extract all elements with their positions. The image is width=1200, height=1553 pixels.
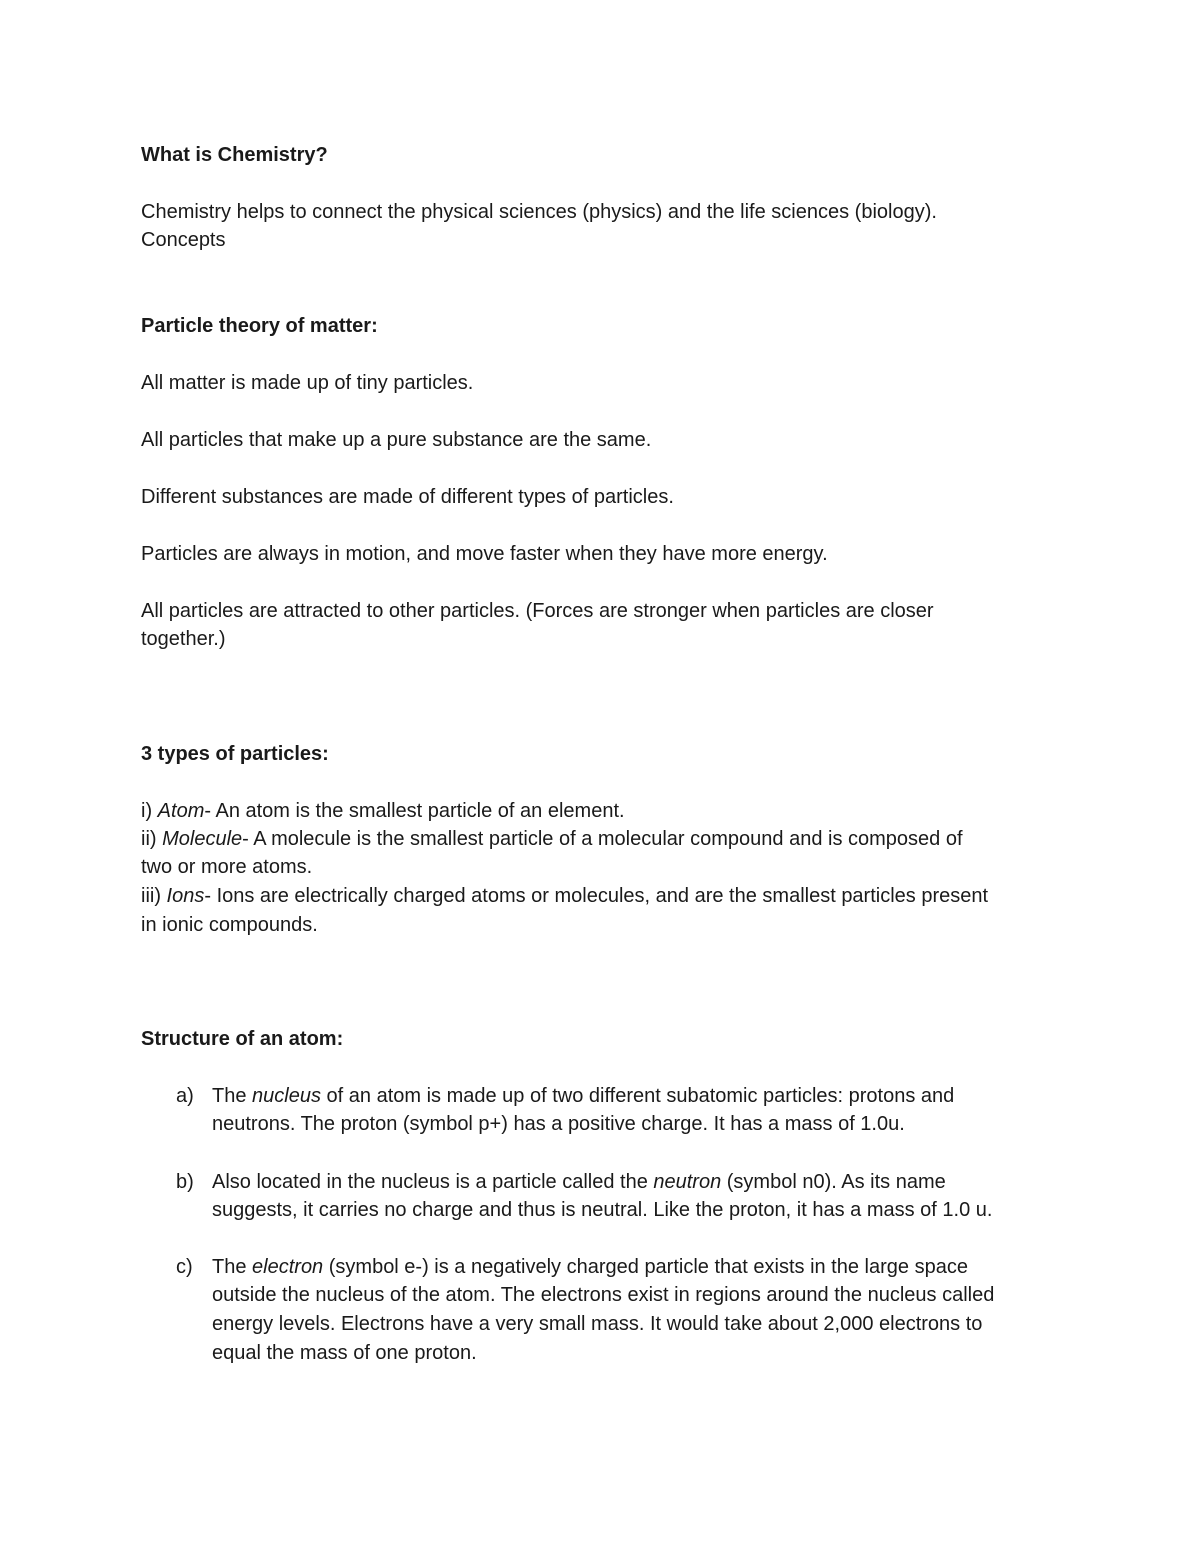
structure-item-a-line-2: neutrons. The proton (symbol p+) has a positive charge. It has a mass of 1.0u. [212, 1113, 905, 1135]
particle-theory-point-5-line-2: together.) [141, 628, 226, 650]
particle-type-atom-term: Atom [157, 800, 205, 822]
particle-type-molecule-line-2: two or more atoms. [141, 856, 313, 878]
particle-type-ions-prefix: iii) [141, 885, 167, 907]
particle-theory-point-3: Different substances are made of different types of particles. [141, 486, 674, 508]
particle-theory-point-1: All matter is made up of tiny particles. [141, 372, 474, 394]
structure-item-c-line-4: equal the mass of one proton. [212, 1342, 477, 1364]
doc-title: What is Chemistry? [141, 144, 328, 166]
intro-line-1: Chemistry helps to connect the physical sciences (physics) and the life sciences (biology). [141, 201, 937, 223]
particle-types-heading: 3 types of particles: [141, 743, 329, 765]
intro-line-2: Concepts [141, 229, 226, 251]
particle-theory-point-2: All particles that make up a pure substance are the same. [141, 429, 652, 451]
structure-item-a-term: nucleus [252, 1085, 321, 1107]
structure-item-b-post: (symbol n0). As its name [721, 1171, 946, 1193]
structure-item-b-label: b) [176, 1171, 194, 1193]
particle-type-ions-text: - Ions are electrically charged atoms or molecules, and are the smallest particles present [204, 885, 989, 907]
structure-item-b-term: neutron [653, 1171, 722, 1193]
particle-theory-heading: Particle theory of matter: [141, 315, 378, 337]
particle-type-molecule-text: - A molecule is the smallest particle of a molecular compound and is composed of [242, 828, 963, 850]
particle-type-molecule-prefix: ii) [141, 828, 163, 850]
structure-item-a-pre: The [212, 1085, 253, 1107]
structure-item-a [212, 1082, 954, 1110]
particle-type-molecule [141, 825, 963, 853]
structure-item-c-line-3: energy levels. Electrons have a very small mass. It would take about 2,000 electrons to [212, 1313, 983, 1335]
particle-type-atom-text: - An atom is the smallest particle of an element. [204, 800, 625, 822]
structure-item-c-term: electron [252, 1256, 324, 1278]
structure-item-c-line-2: outside the nucleus of the atom. The electrons exist in regions around the nucleus called [212, 1284, 995, 1306]
atom-structure-heading: Structure of an atom: [141, 1028, 344, 1050]
structure-item-b-pre: Also located in the nucleus is a particle called the [212, 1171, 654, 1193]
particle-type-ions-line-2: in ionic compounds. [141, 914, 318, 936]
particle-type-ions-term: Ions [166, 885, 205, 907]
particle-type-atom [141, 797, 625, 825]
structure-item-c-post: (symbol e-) is a negatively charged particle that exists in the large space [323, 1256, 968, 1278]
structure-item-c-label: c) [176, 1256, 193, 1278]
particle-type-ions [141, 882, 988, 910]
structure-item-b [212, 1168, 946, 1196]
particle-theory-point-5-line-1: All particles are attracted to other particles. (Forces are stronger when particles are closer [141, 600, 934, 622]
structure-item-a-label: a) [176, 1085, 194, 1107]
particle-type-atom-prefix: i) [141, 800, 158, 822]
particle-type-molecule-term: Molecule [162, 828, 243, 850]
structure-item-c [212, 1253, 968, 1281]
particle-theory-point-4: Particles are always in motion, and move faster when they have more energy. [141, 543, 828, 565]
structure-item-a-post: of an atom is made up of two different subatomic particles: protons and [320, 1085, 955, 1107]
structure-item-c-pre: The [212, 1256, 253, 1278]
structure-item-b-line-2: suggests, it carries no charge and thus is neutral. Like the proton, it has a mass of 1.0 u. [212, 1199, 993, 1221]
